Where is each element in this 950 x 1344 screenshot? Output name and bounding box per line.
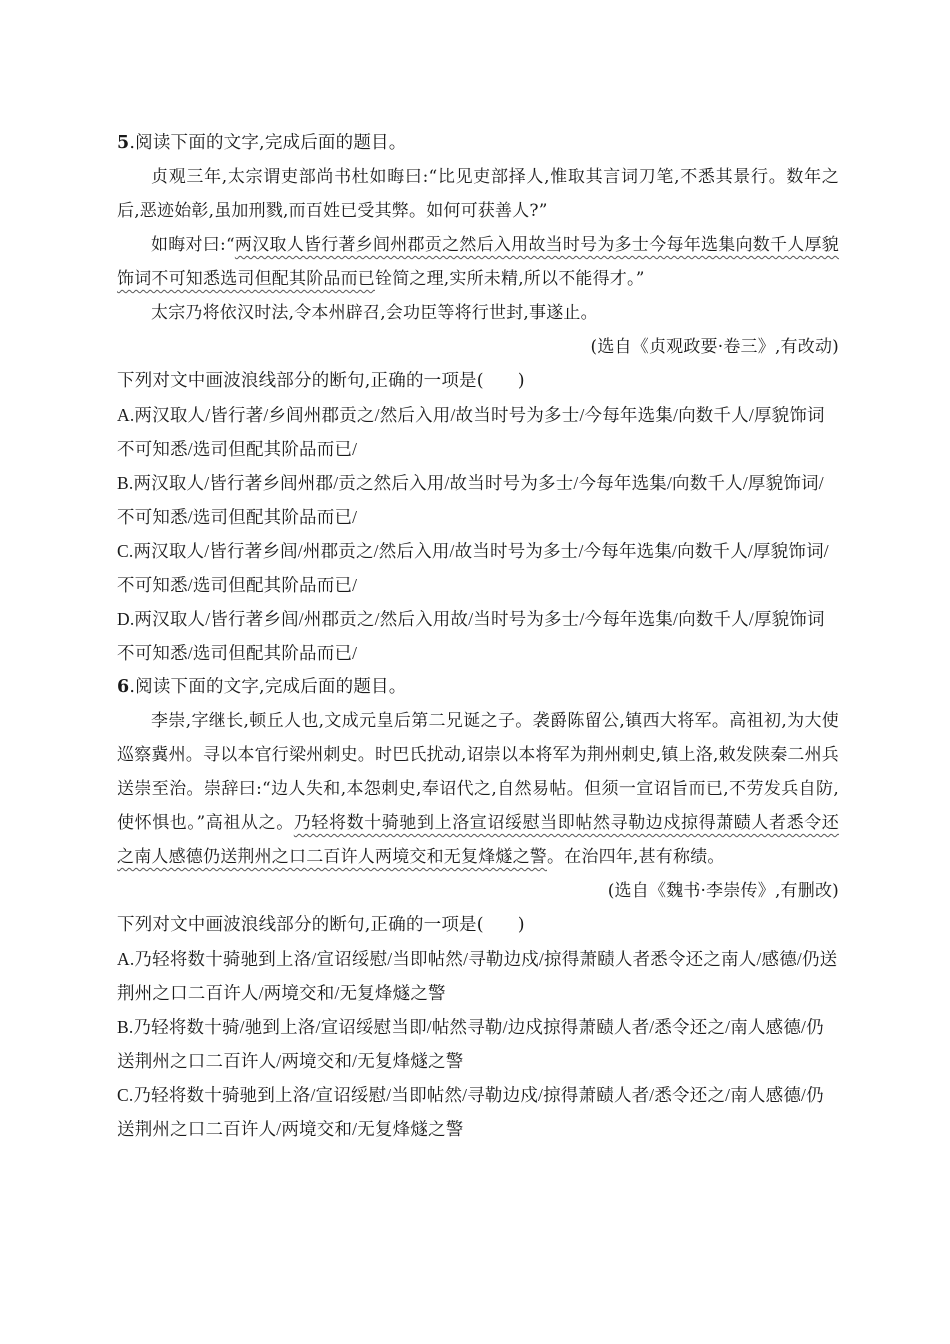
option-a: A.两汉取人/皆行著/乡闾州郡贡之/然后入用/故当时号为多士/今每年选集/向数千人/厚貌饰词不可知悉/选司但配其阶品而已/ <box>117 405 825 459</box>
passage-text: 如晦对曰:“ <box>151 235 235 255</box>
question-number: 6 <box>117 677 130 697</box>
question-5-heading <box>117 126 839 160</box>
option-c: C.乃轻将数十骑驰到上洛/宣诏绥慰/当即帖然/寻勒边戍/掠得萧赜人者/悉令还之/南人感德/仍送荆州之口二百许人/两境交和/无复烽燧之警 <box>117 1085 824 1139</box>
option-b: B.两汉取人/皆行著乡闾州郡/贡之然后入用/故当时号为多士/今每年选集/向数千人/厚貌饰词/不可知悉/选司但配其阶品而已/ <box>117 473 824 527</box>
option-b: B.乃轻将数十骑/驰到上洛/宣诏绥慰当即/帖然寻勒/边戍掠得萧赜人者/悉令还之/南人感德/仍送荆州之口二百许人/两境交和/无复烽燧之警 <box>117 1017 824 1071</box>
source-citation: (选自《魏书·李崇传》,有删改) <box>607 881 839 901</box>
question-prompt <box>117 908 839 942</box>
passage-paragraph <box>117 704 839 874</box>
passage-paragraph <box>117 228 839 296</box>
question-number: 5 <box>117 133 130 153</box>
question-instruction: .阅读下面的文字,完成后面的题目。 <box>129 133 407 153</box>
wavy-underlined-text: 两汉取人皆行著乡闾州郡贡之然后入用故当时号为多士今每年选集向数千人厚貌饰词不可知悉选司但配其阶品而已 <box>117 235 840 289</box>
option-d: D.两汉取人/皆行著乡闾/州郡贡之/然后入用故/当时号为多士/今每年选集/向数千人/厚貌饰词不可知悉/选司但配其阶品而已/ <box>117 609 825 663</box>
option-c: C.两汉取人/皆行著乡闾/州郡贡之/然后入用/故当时号为多士/今每年选集/向数千人/厚貌饰词/不可知悉/选司但配其阶品而已/ <box>117 541 829 595</box>
prompt-close: ) <box>517 371 525 391</box>
prompt-close: ) <box>517 915 525 935</box>
passage-text: 。在治四年,甚有称绩。 <box>547 847 725 867</box>
question-prompt <box>117 364 839 398</box>
option-a: A.乃轻将数十骑驰到上洛/宣诏绥慰/当即帖然/寻勒边戍/掠得萧赜人者悉令还之南人/感德/仍送荆州之口二百许人/两境交和/无复烽燧之警 <box>117 949 838 1003</box>
source-citation: (选自《贞观政要·卷三》,有改动) <box>590 337 839 357</box>
passage-text: 铨简之理,实所未精,所以不能得才。” <box>375 269 645 289</box>
passage-text: 李崇,字继长,顿丘人也,文成元皇后第二兄诞之子。袭爵陈留公,镇西大将军。高祖初,为大使巡察冀州。寻以本官行梁州刺史。时巴氏扰动,诏崇以本将军为荆州刺史,镇上洛,敕发陕秦二州兵送崇至治。崇辞曰:“边人失和,本怨刺史,奉诏代之,自然易帖。但须一宣诏旨而已,不劳发兵自防,使怀惧也。”高祖从之。 <box>117 711 840 833</box>
question-6-heading <box>117 670 839 704</box>
prompt-text: 下列对文中画波浪线部分的断句,正确的一项是( <box>117 915 484 935</box>
passage-paragraph: 贞观三年,太宗谓吏部尚书杜如晦曰:“比见吏部择人,惟取其言词刀笔,不悉其景行。数年之后,恶迹始彰,虽加刑戮,而百姓已受其弊。如何可获善人?” <box>117 167 839 221</box>
passage-paragraph: 太宗乃将依汉时法,令本州辟召,会功臣等将行世封,事遂止。 <box>151 303 598 323</box>
prompt-text: 下列对文中画波浪线部分的断句,正确的一项是( <box>117 371 484 391</box>
question-instruction: .阅读下面的文字,完成后面的题目。 <box>129 677 407 697</box>
wavy-underlined-text: 乃轻将数十骑驰到上洛宣诏绥慰当即帖然寻勒边戍掠得萧赜人者悉令还之南人感德仍送荆州之口二百许人两境交和无复烽燧之警 <box>117 813 839 867</box>
document-content <box>117 126 839 1146</box>
